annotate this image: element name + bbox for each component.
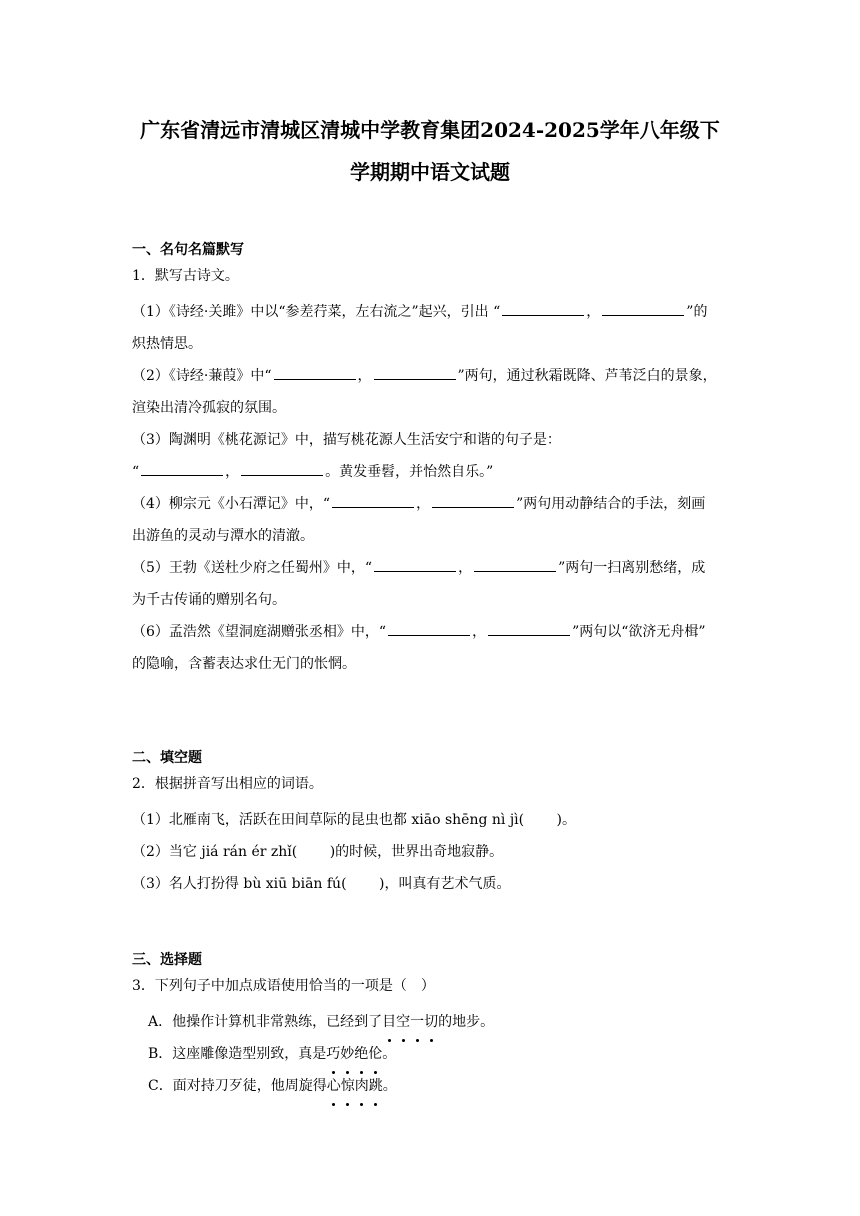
question-3-prompt: 3．下列句子中加点成语使用恰当的一项是（ ） <box>132 978 435 994</box>
item-text: 。黄发垂髫，并怡然自乐。” <box>325 464 494 480</box>
dotted-char: 巧 <box>326 1038 340 1070</box>
section-fill-blank <box>132 748 728 900</box>
dotted-char: 妙 <box>340 1038 354 1070</box>
answer-blank[interactable] <box>502 301 584 316</box>
dotted-char: 目 <box>382 1006 396 1038</box>
item-text: （2）《诗经·蒹葭》中“ <box>132 368 272 384</box>
item-text: 为千古传诵的赠别名句。 <box>132 592 286 608</box>
question-2-prompt: 2．根据拼音写出相应的词语。 <box>132 776 323 792</box>
answer-blank[interactable] <box>332 493 414 508</box>
answer-blank[interactable] <box>474 557 556 572</box>
dotted-char: 绝 <box>354 1038 368 1070</box>
section-heading: 一、名句名篇默写 <box>132 242 244 258</box>
dictation-item-1 <box>132 296 728 360</box>
item-text: ”两句以“欲济无舟楫” <box>572 624 706 640</box>
item-text: “ <box>132 464 140 480</box>
section-dictation <box>132 240 728 680</box>
item-text: ”两句一扫离别愁绪，成 <box>558 560 706 576</box>
dictation-item-6 <box>132 616 728 680</box>
item-text: ”的 <box>686 304 708 320</box>
item-text: ， <box>458 560 473 576</box>
answer-blank[interactable] <box>274 365 356 380</box>
exam-title-line1: 广东省清远市清城区清城中学教育集团2024-2025学年八年级下 <box>140 118 720 142</box>
item-text: （4）柳宗元《小石潭记》中，“ <box>132 496 331 512</box>
dotted-char: 心 <box>327 1070 341 1102</box>
dotted-char: 切 <box>424 1006 438 1038</box>
dictation-item-3 <box>132 424 728 488</box>
pinyin-item-3: （3）名人打扮得 bù xiū biān fú( )，叫真有艺术气质。 <box>132 876 511 892</box>
pinyin-item-2: （2）当它 jiá rán ér zhǐ( )的时候，世界出奇地寂静。 <box>132 844 504 860</box>
choice-text: 的地步。 <box>438 1014 495 1030</box>
item-text: ， <box>357 368 372 384</box>
dotted-idiom <box>382 1006 438 1038</box>
item-text: （5）王勃《送杜少府之任蜀州》中，“ <box>132 560 373 576</box>
exam-title-line2: 学期期中语文试题 <box>350 160 510 184</box>
choice-c[interactable] <box>148 1070 728 1102</box>
item-text: ”两句用动静结合的手法，刻画 <box>516 496 706 512</box>
item-text: ， <box>586 304 601 320</box>
dotted-char: 伦 <box>368 1038 382 1070</box>
dictation-item-5 <box>132 552 728 616</box>
item-text: （6）孟浩然《望洞庭湖赠张丞相》中，“ <box>132 624 387 640</box>
item-text: ， <box>416 496 431 512</box>
item-text: ， <box>472 624 487 640</box>
item-text: ， <box>225 464 240 480</box>
choice-text: B．这座雕像造型别致，真是 <box>148 1046 327 1062</box>
choice-text: 。 <box>382 1046 397 1062</box>
dotted-char: 空 <box>396 1006 410 1038</box>
question-1-prompt: 1．默写古诗文。 <box>132 268 239 284</box>
choice-b[interactable] <box>148 1038 728 1070</box>
answer-blank[interactable] <box>432 493 514 508</box>
choice-a[interactable] <box>148 1006 728 1038</box>
dictation-item-4 <box>132 488 728 552</box>
answer-blank[interactable] <box>141 461 223 476</box>
answer-blank[interactable] <box>602 301 684 316</box>
answer-blank[interactable] <box>488 621 570 636</box>
choice-text: A．他操作计算机非常熟练，已经到了 <box>148 1014 383 1030</box>
item-text: （1）《诗经·关雎》中以“参差荇菜，左右流之”起兴，引出 “ <box>132 304 501 320</box>
section-multiple-choice <box>132 950 728 1102</box>
item-text: 渲染出清冷孤寂的氛围。 <box>132 400 286 416</box>
dictation-item-2 <box>132 360 728 424</box>
choice-text: C．面对持刀歹徒，他周旋得 <box>148 1078 327 1094</box>
item-text: 出游鱼的灵动与潭水的清澈。 <box>132 528 314 544</box>
item-text: （3）陶渊明《桃花源记》中，描写桃花源人生活安宁和谐的句子是： <box>132 432 561 448</box>
dotted-char: 一 <box>410 1006 424 1038</box>
section-heading: 二、填空题 <box>132 750 202 766</box>
dotted-char: 惊 <box>341 1070 355 1102</box>
dotted-idiom <box>326 1038 382 1070</box>
item-text: ”两句，通过秋霜既降、芦苇泛白的景象， <box>457 368 717 384</box>
item-text: 炽热情思。 <box>132 336 202 352</box>
answer-blank[interactable] <box>374 365 456 380</box>
item-text: 的隐喻，含蓄表达求仕无门的怅惘。 <box>132 656 356 672</box>
section-heading: 三、选择题 <box>132 952 202 968</box>
dotted-char: 肉 <box>355 1070 369 1102</box>
dotted-char: 跳 <box>369 1070 383 1102</box>
pinyin-item-1: （1）北雁南飞，活跃在田间草际的昆虫也都 xiāo shēng nì jì( )。 <box>132 812 577 828</box>
answer-blank[interactable] <box>241 461 323 476</box>
choice-text: 。 <box>382 1078 397 1094</box>
dotted-idiom <box>327 1070 383 1102</box>
answer-blank[interactable] <box>374 557 456 572</box>
answer-blank[interactable] <box>388 621 470 636</box>
